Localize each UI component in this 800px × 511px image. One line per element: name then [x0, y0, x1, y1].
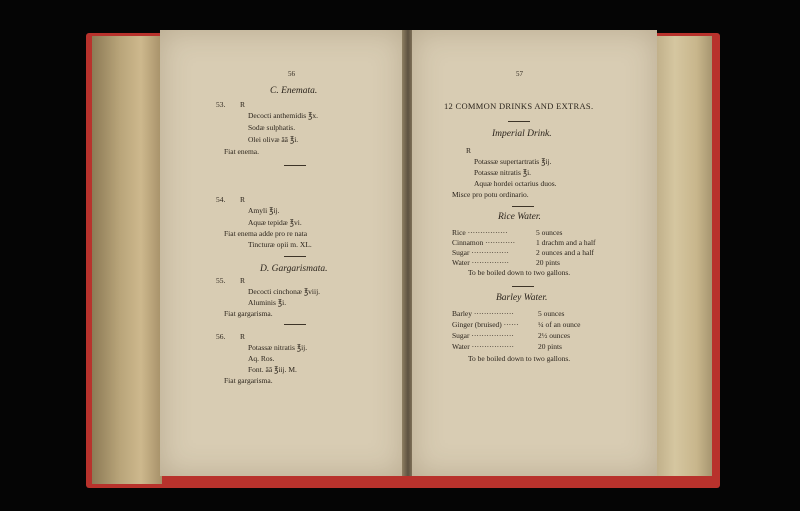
recipe-symbol: R	[240, 100, 246, 109]
ingredient: Water ·················	[452, 342, 515, 351]
section-heading: C. Enemata.	[270, 86, 318, 96]
divider	[512, 286, 534, 287]
rx-close: Misce pro potu ordinario.	[452, 190, 529, 199]
section-heading: D. Gargarismata.	[260, 264, 328, 274]
quantity: 5 ounces	[536, 228, 563, 237]
left-page-edges	[92, 36, 162, 484]
recipe-note: To be boiled down to two gallons.	[468, 354, 571, 363]
rx-line: Olei olivæ āā ℥i.	[248, 135, 299, 144]
rx-line: Decocti anthemidis ℥x.	[248, 111, 318, 120]
ingredient: Water ···············	[452, 258, 510, 267]
page-number: 56	[288, 70, 295, 78]
rx-line: Sodæ sulphatis.	[248, 123, 296, 132]
ingredient: Sugar ···············	[452, 248, 509, 257]
recipe-note: To be boiled down to two gallons.	[468, 268, 571, 277]
right-page-edges	[650, 36, 712, 476]
recipe-symbol: R	[466, 146, 472, 155]
ingredient: Sugar ·················	[452, 331, 514, 340]
page-number: 57	[516, 70, 523, 78]
ingredient: Cinnamon ············	[452, 238, 516, 247]
rx-line: Potassæ nitratis ℥ij.	[248, 343, 308, 352]
rx-line: Aquæ tepidæ ℥vi.	[248, 218, 302, 227]
left-page	[160, 30, 404, 476]
quantity: 2½ ounces	[538, 331, 571, 340]
divider	[284, 324, 306, 325]
rx-number: 55.	[216, 276, 226, 285]
rx-extra: Tincturæ opii m. XL.	[248, 240, 312, 249]
rx-line: Aq. Ros.	[248, 354, 275, 363]
right-page	[412, 30, 657, 476]
rx-extra: Fiat enema adde pro re nata	[224, 229, 308, 238]
rx-line: Decocti cinchonæ ℥viij.	[248, 287, 321, 296]
rx-line: Font. āā ℥iij. M.	[248, 365, 297, 374]
rx-line: Aquæ hordei octarius duos.	[474, 179, 557, 188]
rx-close: Fiat gargarisma.	[224, 376, 273, 385]
rx-number: 54.	[216, 195, 226, 204]
recipe-symbol: R	[240, 195, 246, 204]
page-title: 12 COMMON DRINKS AND EXTRAS.	[444, 101, 594, 111]
rx-line: Aluminis ℥i.	[248, 298, 287, 307]
ingredient: Ginger (bruised) ······	[452, 320, 519, 329]
recipe-symbol: R	[240, 332, 246, 341]
rx-line: Potassæ supertartratis ℥ij.	[474, 157, 552, 166]
rx-number: 53.	[216, 100, 226, 109]
divider	[284, 256, 306, 257]
section-heading: Barley Water.	[496, 293, 548, 303]
divider	[512, 206, 534, 207]
section-heading: Imperial Drink.	[492, 129, 552, 139]
quantity: ¼ of an ounce	[538, 320, 581, 329]
section-heading: Rice Water.	[498, 212, 541, 222]
quantity: 20 pints	[536, 258, 560, 267]
quantity: 20 pints	[538, 342, 562, 351]
ingredient: Barley ················	[452, 309, 514, 318]
divider	[508, 121, 530, 122]
quantity: 1 drachm and a half	[536, 238, 596, 247]
ingredient: Rice ················	[452, 228, 508, 237]
rx-close: Fiat enema.	[224, 147, 259, 156]
rx-line: Potassæ nitratis ℥i.	[474, 168, 532, 177]
divider	[284, 165, 306, 166]
rx-close: Fiat gargarisma.	[224, 309, 273, 318]
recipe-symbol: R	[240, 276, 246, 285]
rx-number: 56.	[216, 332, 226, 341]
quantity: 5 ounces	[538, 309, 565, 318]
rx-line: Amyli ℥ij.	[248, 206, 280, 215]
quantity: 2 ounces and a half	[536, 248, 594, 257]
